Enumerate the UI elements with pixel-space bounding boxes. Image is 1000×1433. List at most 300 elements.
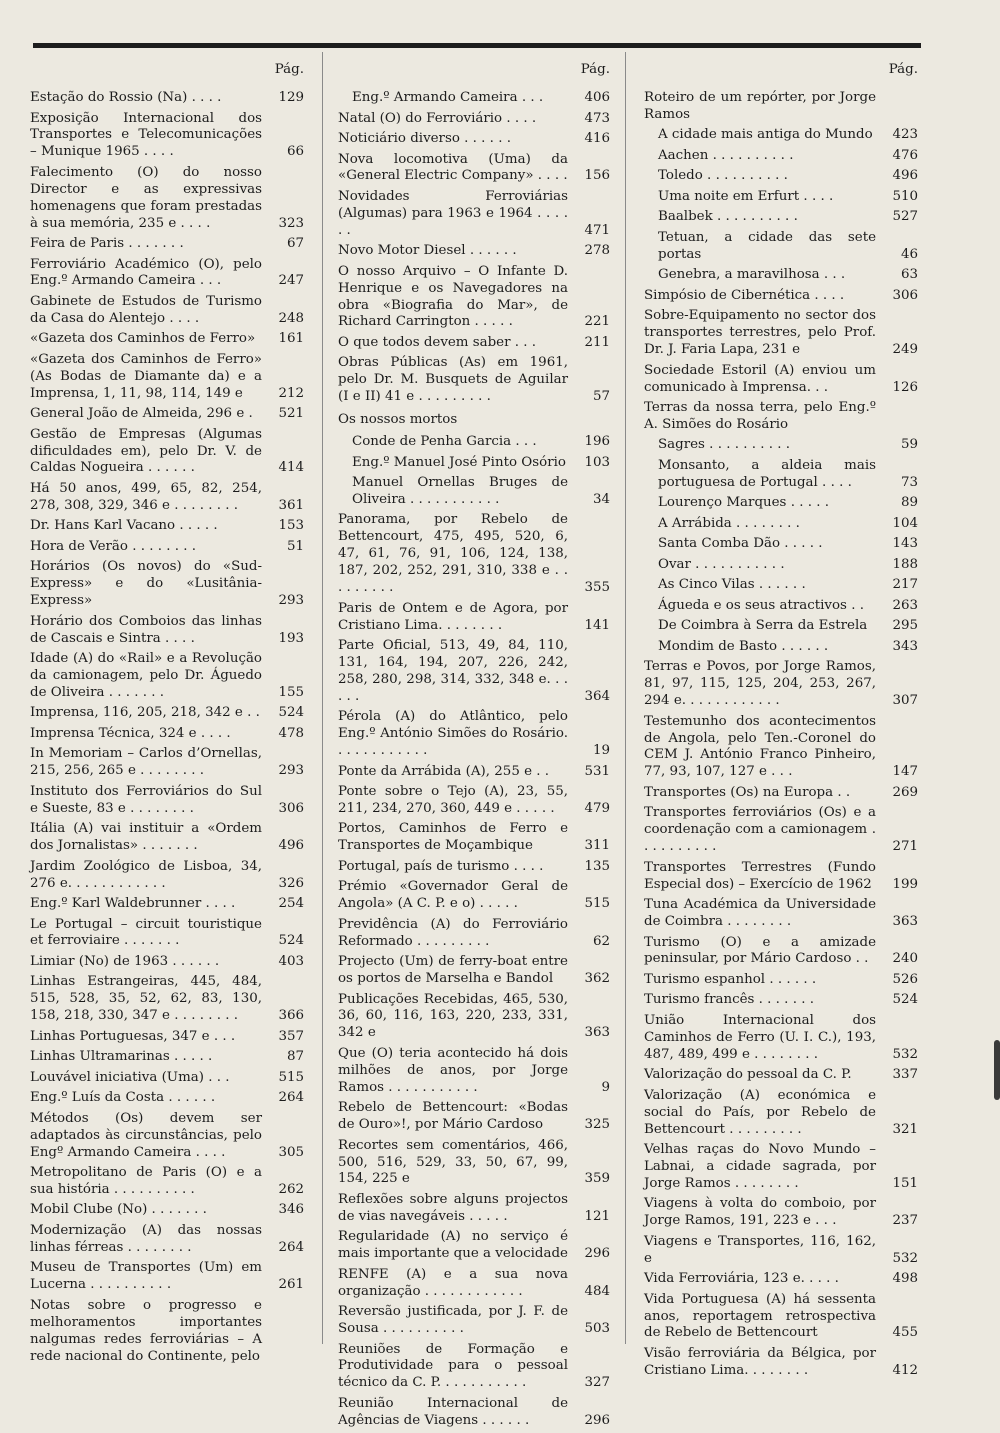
entry-title: Imprensa Técnica, 324 e . . . . bbox=[30, 725, 231, 741]
index-column-1 bbox=[30, 62, 306, 1369]
index-entry bbox=[644, 557, 920, 574]
entry-title: Ponte da Arrábida (A), 255 e . . bbox=[338, 763, 550, 779]
entry-title: General João de Almeida, 296 e . bbox=[30, 406, 253, 422]
index-entry bbox=[644, 148, 920, 165]
entry-page-number: 51 bbox=[286, 538, 304, 554]
entry-page-number: 366 bbox=[278, 1008, 304, 1024]
index-entry bbox=[30, 1260, 306, 1294]
index-entry bbox=[644, 598, 920, 615]
entry-page-number: 496 bbox=[892, 168, 918, 184]
entry-page-number: 362 bbox=[584, 971, 610, 987]
index-entry bbox=[338, 1342, 612, 1393]
index-entry bbox=[644, 516, 920, 533]
entry-title: Gabinete de Estudos de Turismo da Casa do Alentejo . . . . bbox=[30, 293, 262, 326]
edge-mark bbox=[994, 1040, 1000, 1100]
index-entry bbox=[338, 90, 612, 107]
index-entry bbox=[644, 437, 920, 454]
index-entry bbox=[338, 992, 612, 1043]
entry-page-number: 293 bbox=[278, 593, 304, 609]
entry-title: Turismo francês . . . . . . . bbox=[644, 992, 814, 1008]
entry-title: Modernização (A) das nossas linhas férreas . . . . . . . . bbox=[30, 1222, 262, 1255]
entry-page-number: 278 bbox=[584, 243, 610, 259]
index-entry bbox=[338, 638, 612, 706]
entry-page-number: 247 bbox=[278, 273, 304, 289]
entry-page-number: 311 bbox=[584, 838, 610, 854]
entry-title: Horários (Os novos) do «Sud-Express» e do «Lusitânia-Express» bbox=[30, 559, 262, 609]
entry-title: Reuniões de Formação e Produtividade para o pessoal técnico da C. P. . . . . . . . . . . bbox=[338, 1341, 568, 1391]
index-entry bbox=[30, 784, 306, 818]
entry-title: Reversão justificada, por J. F. de Sousa . . . . . . . . . . bbox=[338, 1304, 568, 1337]
entry-title: Mobil Clube (No) . . . . . . . bbox=[30, 1202, 207, 1218]
entry-page-number: 57 bbox=[592, 389, 610, 405]
index-entry bbox=[338, 1396, 612, 1430]
entry-page-number: 343 bbox=[892, 638, 918, 654]
entry-title: Reflexões sobre alguns projectos de vias navegáveis . . . . . bbox=[338, 1191, 568, 1224]
entry-title: Terras e Povos, por Jorge Ramos, 81, 97, 115, 125, 204, 253, 267, 294 e. . . . . . . . . . . . bbox=[644, 659, 876, 709]
entry-title: «Gazeta dos Caminhos de Ferro» bbox=[30, 331, 256, 347]
entry-page-number: 337 bbox=[892, 1067, 918, 1083]
entry-page-number: 104 bbox=[892, 515, 918, 531]
entry-title: Tuna Académica da Universidade de Coimbra . . . . . . . . bbox=[644, 897, 876, 929]
entry-page-number: 261 bbox=[278, 1277, 304, 1293]
entry-page-number: 364 bbox=[584, 688, 610, 704]
entry-page-number: 484 bbox=[584, 1283, 610, 1299]
index-entry bbox=[338, 455, 612, 472]
entry-title: O nosso Arquivo – O Infante D. Henrique e os Navegadores na obra «Biografia do Mar», de Richard Carrington . . . . . bbox=[338, 263, 568, 330]
index-entry bbox=[30, 539, 306, 556]
entry-title: Noticiário diverso . . . . . . bbox=[338, 131, 511, 146]
entry-page-number: 87 bbox=[286, 1049, 304, 1065]
entry-title: Pérola (A) do Atlântico, pelo Eng.º António Simões do Rosário. . . . . . . . . . . . bbox=[338, 709, 568, 759]
entry-title: A cidade mais antiga do Mundo bbox=[658, 127, 873, 143]
entry-page-number: 532 bbox=[892, 1250, 918, 1266]
entry-page-number: 19 bbox=[592, 743, 610, 759]
index-entry bbox=[644, 785, 920, 802]
entry-page-number: 412 bbox=[892, 1362, 918, 1378]
index-entry bbox=[30, 165, 306, 233]
index-entry bbox=[644, 639, 920, 656]
entry-page-number: 355 bbox=[584, 580, 610, 596]
entry-page-number: 496 bbox=[278, 838, 304, 854]
entry-page-number: 524 bbox=[278, 705, 304, 721]
index-entry bbox=[30, 1029, 306, 1046]
entry-title: Velhas raças do Novo Mundo – Labnai, a cidade sagrada, por Jorge Ramos . . . . . . . . bbox=[644, 1142, 876, 1191]
entry-title: Conde de Penha Garcia . . . bbox=[352, 434, 537, 450]
entry-page-number: 406 bbox=[584, 90, 610, 105]
index-entry bbox=[644, 1088, 920, 1139]
index-entry bbox=[30, 1090, 306, 1107]
index-entry bbox=[30, 1298, 306, 1366]
index-entry bbox=[338, 475, 612, 509]
entry-page-number: 479 bbox=[584, 800, 610, 816]
entry-page-number: 199 bbox=[892, 876, 918, 892]
entry-title: Turismo (O) e a amizade peninsular, por Mário Cardoso . . bbox=[644, 934, 876, 967]
entry-title: Sagres . . . . . . . . . . bbox=[658, 437, 791, 453]
entry-page-number: 359 bbox=[584, 1171, 610, 1187]
entry-page-number: 269 bbox=[892, 784, 918, 800]
index-entry bbox=[30, 1070, 306, 1087]
entry-page-number: 217 bbox=[892, 577, 918, 593]
entry-page-number: 321 bbox=[892, 1121, 918, 1137]
entry-page-number: 471 bbox=[584, 222, 610, 238]
entry-title: Limiar (No) de 1963 . . . . . . bbox=[30, 953, 220, 969]
entry-title: Toledo . . . . . . . . . . bbox=[658, 168, 788, 184]
entry-title: Genebra, a maravilhosa . . . bbox=[658, 267, 846, 283]
entry-page-number: 126 bbox=[892, 379, 918, 395]
entry-page-number: 323 bbox=[278, 215, 304, 231]
entry-title: In Memoriam – Carlos d’Ornellas, 215, 256, 265 e . . . . . . . . bbox=[30, 746, 262, 779]
index-entry bbox=[644, 1292, 920, 1343]
entry-title: Previdência (A) do Ferroviário Reformado . . . . . . . . . bbox=[338, 916, 568, 949]
entry-title: Testemunho dos acontecimentos de Angola, pelo Ten.-Coronel do CEM J. António Franco Pinheiro, 77, 93, 107, 127 e . . . bbox=[644, 713, 876, 780]
entry-title: Instituto dos Ferroviários do Sul e Sueste, 83 e . . . . . . . . bbox=[30, 783, 262, 816]
index-entry bbox=[30, 954, 306, 971]
entry-page-number: 212 bbox=[278, 385, 304, 401]
entry-page-number: 532 bbox=[892, 1046, 918, 1062]
entry-page-number: 305 bbox=[278, 1144, 304, 1160]
index-entry bbox=[644, 618, 920, 635]
entry-title: Parte Oficial, 513, 49, 84, 110, 131, 164, 194, 207, 226, 242, 258, 280, 298, 314, 332, 348 e. . . . . . bbox=[338, 638, 568, 704]
entry-title: Ponte sobre o Tejo (A), 23, 55, 211, 234, 270, 360, 449 e . . . . . bbox=[338, 784, 568, 816]
entry-title: Itália (A) vai instituir a «Ordem dos Jornalistas» . . . . . . . bbox=[30, 821, 262, 854]
entry-title: Mondim de Basto . . . . . . bbox=[658, 638, 829, 654]
entry-title: Sobre-Equipamento no sector dos transportes terrestres, pelo Prof. Dr. J. Faria Lapa, 231 e bbox=[644, 308, 876, 358]
entry-title: Linhas Estrangeiras, 445, 484, 515, 528, 35, 52, 62, 83, 130, 158, 218, 330, 347 e . . . . . . . . bbox=[30, 974, 262, 1024]
index-entry bbox=[644, 189, 920, 206]
index-entry bbox=[338, 859, 612, 876]
index-entry bbox=[644, 659, 920, 710]
entry-title: Roteiro de um repórter, por Jorge Ramos bbox=[644, 90, 876, 122]
entry-page-number: 193 bbox=[278, 630, 304, 646]
index-entry bbox=[338, 1138, 612, 1189]
entry-title: Portugal, país de turismo . . . . bbox=[338, 858, 544, 874]
entry-title: Que (O) teria acontecido há dois milhões de anos, por Jorge Ramos . . . . . . . . . . . bbox=[338, 1045, 568, 1095]
index-entry bbox=[30, 257, 306, 291]
index-entry bbox=[338, 1267, 612, 1301]
entry-page-number: 248 bbox=[278, 310, 304, 326]
entry-title: Valorização do pessoal da C. P. bbox=[644, 1067, 852, 1083]
entry-title: Eng.º Armando Cameira . . . bbox=[352, 90, 544, 105]
entry-page-number: 498 bbox=[892, 1271, 918, 1287]
entry-title: Manuel Ornellas Bruges de Oliveira . . . . . . . . . . . bbox=[352, 475, 568, 507]
entry-page-number: 67 bbox=[286, 236, 304, 252]
entry-page-number: 129 bbox=[278, 90, 304, 105]
entry-title: Vida Portuguesa (A) há sessenta anos, reportagem retrospectiva de Rebelo de Bettencourt bbox=[644, 1291, 876, 1341]
entry-page-number: 531 bbox=[584, 763, 610, 779]
entry-page-number: 103 bbox=[584, 454, 610, 470]
entry-title: Transportes ferroviários (Os) e a coordenação com a camionagem . . . . . . . . . . bbox=[644, 805, 876, 855]
index-entry bbox=[644, 495, 920, 512]
index-entry bbox=[30, 859, 306, 893]
entry-page-number: 293 bbox=[278, 763, 304, 779]
index-entry bbox=[644, 1271, 920, 1288]
entry-title: Novo Motor Diesel . . . . . . bbox=[338, 243, 517, 259]
index-entry bbox=[30, 294, 306, 328]
entry-title: União Internacional dos Caminhos de Ferro (U. I. C.), 193, 487, 489, 499 e . . . . . . . . bbox=[644, 1012, 876, 1062]
entry-page-number: 34 bbox=[592, 491, 610, 507]
index-entry bbox=[30, 236, 306, 253]
entry-title: Lourenço Marques . . . . . bbox=[658, 495, 829, 511]
index-entry bbox=[644, 1346, 920, 1380]
index-entry bbox=[338, 764, 612, 781]
index-entry bbox=[30, 90, 306, 107]
entry-page-number: 73 bbox=[900, 474, 918, 490]
index-entry bbox=[644, 1196, 920, 1230]
entry-page-number: 296 bbox=[584, 1246, 610, 1262]
entry-page-number: 414 bbox=[278, 460, 304, 476]
entry-title: A Arrábida . . . . . . . . bbox=[658, 515, 800, 531]
entry-title: Notas sobre o progresso e melhoramentos importantes nalgumas redes ferroviárias – A rede nacional do Continente, pelo bbox=[30, 1297, 262, 1364]
entry-page-number: 306 bbox=[892, 287, 918, 303]
entry-title: Exposição Internacional dos Transportes e Telecomunicações – Munique 1965 . . . . bbox=[30, 110, 262, 160]
entry-page-number: 62 bbox=[592, 933, 610, 949]
index-entry bbox=[644, 897, 920, 931]
entry-page-number: 263 bbox=[892, 597, 918, 613]
index-entry bbox=[30, 559, 306, 610]
entry-page-number: 515 bbox=[278, 1069, 304, 1085]
entry-title: Paris de Ontem e de Agora, por Cristiano Lima. . . . . . . . bbox=[338, 600, 568, 633]
index-entry bbox=[338, 1229, 612, 1263]
page-column-header: Pág. bbox=[274, 62, 304, 77]
index-entry bbox=[30, 896, 306, 913]
entry-page-number: 89 bbox=[900, 495, 918, 511]
entry-title: Ferroviário Académico (O), pelo Eng.º Armando Cameira . . . bbox=[30, 256, 262, 289]
entry-page-number: 524 bbox=[892, 992, 918, 1008]
entry-title: De Coimbra à Serra da Estrela bbox=[658, 618, 868, 634]
index-entry bbox=[30, 111, 306, 162]
index-entry bbox=[644, 308, 920, 359]
entry-page-number: 153 bbox=[278, 518, 304, 534]
entry-title: Eng.º Karl Waldebrunner . . . . bbox=[30, 896, 236, 912]
entry-title: «Gazeta dos Caminhos de Ferro» (As Bodas de Diamante da) e a Imprensa, 1, 11, 98, 114, 149 e bbox=[30, 351, 262, 401]
entry-title: Museu de Transportes (Um) em Lucerna . . . . . . . . . . bbox=[30, 1260, 262, 1293]
index-entry bbox=[30, 406, 306, 423]
index-entry bbox=[30, 481, 306, 515]
entry-title: Prémio «Governador Geral de Angola» (A C. P. e o) . . . . . bbox=[338, 879, 568, 912]
index-entry bbox=[338, 434, 612, 451]
entry-title: Panorama, por Rebelo de Bettencourt, 475, 495, 520, 6, 47, 61, 76, 91, 106, 124, 138, 187, 202, 252, 291, 310, 338 e . . . . . . . . . bbox=[338, 512, 568, 596]
index-entry bbox=[644, 127, 920, 144]
entry-title: Viagens à volta do comboio, por Jorge Ramos, 191, 223 e . . . bbox=[644, 1196, 876, 1229]
entry-title: Há 50 anos, 499, 65, 82, 254, 278, 308, 329, 346 e . . . . . . . . bbox=[30, 480, 262, 513]
entry-title: Metropolitano de Paris (O) e a sua história . . . . . . . . . . bbox=[30, 1165, 262, 1197]
entry-page-number: 307 bbox=[892, 693, 918, 709]
index-entry bbox=[338, 709, 612, 760]
entry-page-number: 363 bbox=[584, 1025, 610, 1041]
entry-title: Hora de Verão . . . . . . . . bbox=[30, 538, 197, 554]
entry-page-number: 357 bbox=[278, 1028, 304, 1044]
entry-title: Valorização (A) económica e social do País, por Rebelo de Bettencourt . . . . . . . . . bbox=[644, 1087, 876, 1137]
index-entry bbox=[338, 821, 612, 855]
entry-title: Novidades Ferroviárias (Algumas) para 1963 e 1964 . . . . . . bbox=[338, 188, 568, 238]
index-entry bbox=[30, 614, 306, 648]
entry-title: Santa Comba Dão . . . . . bbox=[658, 536, 823, 552]
index-entry bbox=[338, 784, 612, 818]
index-entry bbox=[30, 518, 306, 535]
index-entry bbox=[338, 1100, 612, 1134]
index-entry bbox=[30, 705, 306, 722]
index-entry bbox=[644, 230, 920, 264]
entry-page-number: 326 bbox=[278, 875, 304, 891]
entry-page-number: 473 bbox=[584, 110, 610, 126]
index-entry bbox=[30, 1165, 306, 1199]
page-column-header: Pág. bbox=[888, 62, 918, 77]
entry-page-number: 151 bbox=[892, 1175, 918, 1191]
index-entry bbox=[30, 1202, 306, 1219]
index-entry bbox=[30, 1223, 306, 1257]
index-entry bbox=[338, 335, 612, 352]
entry-page-number: 515 bbox=[584, 896, 610, 912]
index-entry bbox=[338, 264, 612, 332]
entry-title: As Cinco Vilas . . . . . . bbox=[658, 577, 806, 593]
entry-page-number: 188 bbox=[892, 556, 918, 572]
index-entry bbox=[644, 536, 920, 553]
entry-page-number: 271 bbox=[892, 839, 918, 855]
index-entry bbox=[338, 917, 612, 951]
entry-page-number: 46 bbox=[900, 246, 918, 262]
entry-title: Baalbek . . . . . . . . . . bbox=[658, 209, 798, 225]
index-entry bbox=[644, 288, 920, 305]
entry-page-number: 526 bbox=[892, 971, 918, 987]
entry-page-number: 363 bbox=[892, 914, 918, 929]
entry-title: Turismo espanhol . . . . . . bbox=[644, 971, 817, 987]
index-entry bbox=[338, 954, 612, 988]
index-entry bbox=[644, 972, 920, 989]
entry-page-number: 9 bbox=[601, 1079, 610, 1095]
entry-page-number: 325 bbox=[584, 1117, 610, 1133]
entry-page-number: 455 bbox=[892, 1325, 918, 1341]
index-entry bbox=[30, 331, 306, 348]
index-entry bbox=[644, 267, 920, 284]
entry-page-number: 503 bbox=[584, 1321, 610, 1337]
index-entry bbox=[30, 651, 306, 702]
entry-title: Viagens e Transportes, 116, 162, e bbox=[644, 1233, 876, 1266]
entry-page-number: 476 bbox=[892, 147, 918, 163]
index-entry bbox=[644, 935, 920, 969]
entry-page-number: 510 bbox=[892, 188, 918, 204]
entry-page-number: 121 bbox=[584, 1208, 610, 1224]
entry-title: Nova locomotiva (Uma) da «General Electric Company» . . . . bbox=[338, 151, 568, 184]
entry-page-number: 249 bbox=[892, 342, 918, 358]
index-entry bbox=[338, 1304, 612, 1338]
index-entry bbox=[338, 189, 612, 240]
entry-page-number: 346 bbox=[278, 1202, 304, 1218]
entry-title: Falecimento (O) do nosso Director e as expressivas homenagens que foram prestadas à sua memória, 235 e . . . . bbox=[30, 164, 262, 231]
entry-page-number: 295 bbox=[892, 618, 918, 634]
entry-title: RENFE (A) e a sua nova organização . . . . . . . . . . . . bbox=[338, 1266, 568, 1299]
entry-page-number: 143 bbox=[892, 536, 918, 552]
entry-page-number: 296 bbox=[584, 1412, 610, 1428]
entry-page-number: 524 bbox=[278, 933, 304, 949]
index-entry bbox=[30, 821, 306, 855]
entry-title: Ovar . . . . . . . . . . . bbox=[658, 556, 785, 572]
index-entry bbox=[644, 400, 920, 434]
index-entry bbox=[644, 1142, 920, 1193]
index-entry bbox=[338, 879, 612, 913]
index-entry bbox=[338, 1192, 612, 1226]
entry-title: Natal (O) do Ferroviário . . . . bbox=[338, 110, 537, 126]
index-entry bbox=[644, 1013, 920, 1064]
index-entry bbox=[644, 992, 920, 1009]
index-entry bbox=[644, 1067, 920, 1084]
index-entry bbox=[30, 726, 306, 743]
entry-title: Rebelo de Bettencourt: «Bodas de Ouro»!, por Mário Cardoso bbox=[338, 1100, 568, 1133]
column-divider bbox=[322, 52, 323, 1344]
entry-title: Louvável iniciativa (Uma) . . . bbox=[30, 1069, 230, 1085]
entry-title: Águeda e os seus atractivos . . bbox=[658, 597, 864, 613]
index-entry bbox=[30, 427, 306, 478]
index-entry bbox=[644, 90, 920, 124]
entry-page-number: 141 bbox=[584, 617, 610, 633]
entry-title: Sociedade Estoril (A) enviou um comunicado à Imprensa. . . bbox=[644, 362, 876, 395]
index-entry bbox=[30, 1111, 306, 1162]
entry-page-number: 147 bbox=[892, 764, 918, 780]
entry-title: Monsanto, a aldeia mais portuguesa de Portugal . . . . bbox=[658, 457, 876, 490]
entry-page-number: 155 bbox=[278, 684, 304, 700]
entry-page-number: 361 bbox=[278, 497, 304, 513]
entry-page-number: 264 bbox=[278, 1239, 304, 1255]
index-section-heading bbox=[338, 412, 612, 429]
index-entry bbox=[644, 860, 920, 894]
entry-page-number: 254 bbox=[278, 896, 304, 912]
index-column-3 bbox=[644, 62, 920, 1383]
index-entry bbox=[30, 1049, 306, 1066]
entry-page-number: 161 bbox=[278, 331, 304, 347]
entry-title: Regularidade (A) no serviço é mais importante que a velocidade bbox=[338, 1229, 568, 1262]
entry-page-number: 423 bbox=[892, 127, 918, 143]
entry-title: Visão ferroviária da Bélgica, por Cristiano Lima. . . . . . . . bbox=[644, 1345, 876, 1378]
entry-title: Imprensa, 116, 205, 218, 342 e . . bbox=[30, 705, 260, 721]
index-entry bbox=[338, 111, 612, 128]
entry-page-number: 196 bbox=[584, 434, 610, 450]
index-entry bbox=[644, 209, 920, 226]
entry-title: Gestão de Empresas (Algumas dificuldades em), pelo Dr. V. de Caldas Nogueira . . . . . . bbox=[30, 426, 262, 476]
entry-page-number: 264 bbox=[278, 1090, 304, 1106]
index-entry bbox=[30, 352, 306, 403]
entry-title: Métodos (Os) devem ser adaptados às circunstâncias, pelo Engº Armando Cameira . . . . bbox=[30, 1110, 262, 1160]
index-entry bbox=[644, 363, 920, 397]
index-entry bbox=[338, 355, 612, 406]
entry-title: Simpósio de Cibernética . . . . bbox=[644, 287, 845, 303]
entry-title: Os nossos mortos bbox=[338, 412, 458, 428]
index-entry bbox=[644, 458, 920, 492]
index-column-2 bbox=[338, 62, 612, 1433]
entry-page-number: 66 bbox=[286, 144, 304, 160]
entry-title: Le Portugal – circuit touristique et ferroviaire . . . . . . . bbox=[30, 916, 262, 949]
entry-page-number: 262 bbox=[278, 1181, 304, 1197]
entry-title: Feira de Paris . . . . . . . bbox=[30, 236, 184, 252]
top-rule bbox=[33, 43, 921, 48]
entry-title: Aachen . . . . . . . . . . bbox=[658, 147, 794, 163]
index-entry bbox=[338, 152, 612, 186]
index-entry bbox=[644, 805, 920, 856]
entry-title: Reunião Internacional de Agências de Viagens . . . . . . bbox=[338, 1395, 568, 1428]
index-entry bbox=[644, 577, 920, 594]
entry-page-number: 416 bbox=[584, 131, 610, 146]
entry-title: Tetuan, a cidade das sete portas bbox=[658, 229, 876, 262]
column-divider bbox=[625, 52, 626, 1344]
index-entry bbox=[644, 168, 920, 185]
entry-page-number: 327 bbox=[584, 1375, 610, 1391]
entry-title: Idade (A) do «Rail» e a Revolução da camionagem, pelo Dr. Águedo de Oliveira . . . . . . . bbox=[30, 651, 262, 700]
entry-page-number: 478 bbox=[278, 725, 304, 741]
entry-title: Estação do Rossio (Na) . . . . bbox=[30, 90, 222, 105]
entry-title: Uma noite em Erfurt . . . . bbox=[658, 188, 834, 204]
entry-page-number: 527 bbox=[892, 209, 918, 225]
entry-title: Eng.º Luís da Costa . . . . . . bbox=[30, 1090, 216, 1106]
entry-title: Obras Públicas (As) em 1961, pelo Dr. M. Busquets de Aguilar (I e II) 41 e . . . . . . . . . bbox=[338, 355, 568, 405]
entry-page-number: 521 bbox=[278, 406, 304, 422]
